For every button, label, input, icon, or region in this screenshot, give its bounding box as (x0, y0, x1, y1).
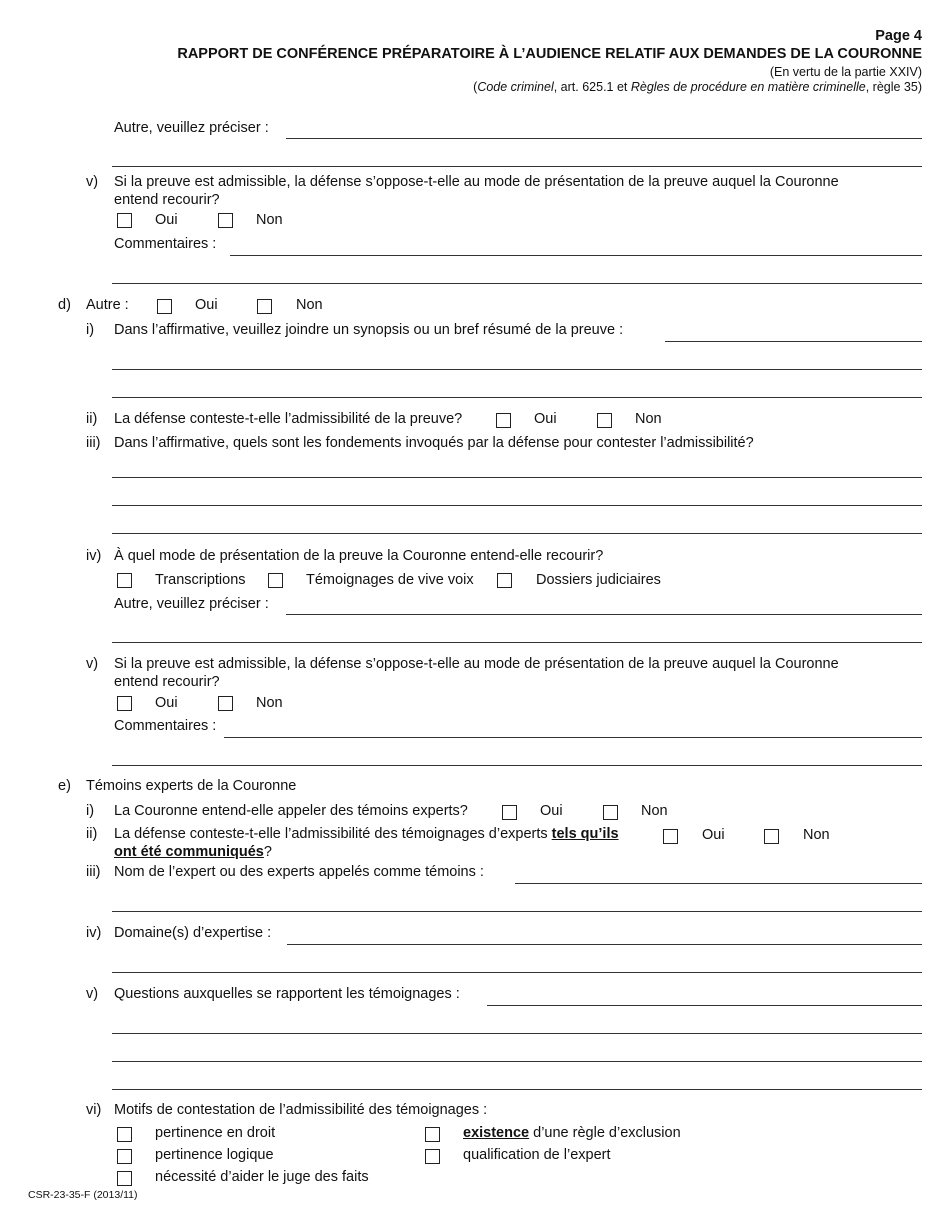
d-iv-transcriptions-checkbox[interactable] (117, 573, 132, 588)
e-v-number: v) (86, 986, 99, 1002)
d-ii-non-checkbox[interactable] (597, 413, 612, 428)
top-autre-input[interactable] (286, 138, 922, 139)
e-iii-question: Nom de l’expert ou des experts appelés comme témoins : (114, 864, 484, 880)
subtitle-mid: , art. 625.1 et (553, 80, 631, 94)
top-v-comments-label: Commentaires : (114, 236, 217, 252)
e-vi-existence-label (463, 1125, 681, 1141)
e-i-number: i) (86, 803, 95, 819)
e-vi-number: vi) (86, 1102, 102, 1118)
d-iv-temoignages-checkbox[interactable] (268, 573, 283, 588)
d-ii-oui-checkbox[interactable] (496, 413, 511, 428)
d-iv-question: À quel mode de présentation de la preuve la Couronne entend-elle recourir? (114, 548, 604, 564)
d-oui-checkbox[interactable] (157, 299, 172, 314)
d-iv-temoignages-label: Témoignages de vive voix (306, 572, 474, 588)
top-v-comments-input[interactable] (230, 255, 922, 256)
e-vi-logique-label: pertinence logique (155, 1147, 274, 1163)
d-iii-input-line3[interactable] (112, 533, 922, 534)
e-vi-necessite-checkbox[interactable] (117, 1171, 132, 1186)
d-iii-input-line1[interactable] (112, 477, 922, 478)
d-i-input[interactable] (665, 341, 922, 342)
form-subtitle-part: (En vertu de la partie XXIV) (769, 65, 922, 79)
d-v-oui-label: Oui (155, 695, 178, 711)
d-iv-autre-input[interactable] (286, 614, 922, 615)
d-iii-input-line2[interactable] (112, 505, 922, 506)
top-v-non-label: Non (256, 212, 283, 228)
form-subtitle-legal (473, 80, 922, 94)
d-non-checkbox[interactable] (257, 299, 272, 314)
d-oui-label: Oui (195, 297, 218, 313)
d-iii-number: iii) (86, 435, 101, 451)
e-ii-text-b: tels qu’ils (551, 826, 619, 842)
d-v-question: Si la preuve est admissible, la défense s’oppose-t-elle au mode de présentation de la preuve auquel la Couronne (114, 656, 839, 672)
d-iv-autre-input-line2[interactable] (112, 642, 922, 643)
e-ii-non-label: Non (803, 827, 830, 843)
top-v-question-cont: entend recourir? (114, 192, 220, 208)
d-iv-number: iv) (86, 548, 102, 564)
e-i-question: La Couronne entend-elle appeler des témoins experts? (114, 803, 468, 819)
e-vi-qualification-label: qualification de l’expert (463, 1147, 611, 1163)
d-i-input-line2[interactable] (112, 369, 922, 370)
d-ii-non-label: Non (635, 411, 662, 427)
d-v-non-checkbox[interactable] (218, 696, 233, 711)
e-ii-oui-checkbox[interactable] (663, 829, 678, 844)
e-vi-droit-checkbox[interactable] (117, 1127, 132, 1142)
e-iv-input-line2[interactable] (112, 972, 922, 973)
e-iv-input[interactable] (287, 944, 922, 945)
d-iv-dossiers-label: Dossiers judiciaires (536, 572, 661, 588)
e-ii-text-c: ont été communiqués (114, 844, 264, 860)
d-iii-question: Dans l’affirmative, quels sont les fondements invoqués par la défense pour contester l’admissibilité? (114, 435, 754, 451)
d-iv-autre-label: Autre, veuillez préciser : (114, 596, 269, 612)
d-i-input-line3[interactable] (112, 397, 922, 398)
e-vi-qualification-checkbox[interactable] (425, 1149, 440, 1164)
section-d-label: Autre : (86, 297, 129, 313)
e-iv-question: Domaine(s) d’expertise : (114, 925, 272, 941)
d-ii-question: La défense conteste-t-elle l’admissibilité de la preuve? (114, 411, 463, 427)
e-iii-number: iii) (86, 864, 101, 880)
d-v-oui-checkbox[interactable] (117, 696, 132, 711)
top-v-comments-input-line2[interactable] (112, 283, 922, 284)
e-vi-droit-label: pertinence en droit (155, 1125, 276, 1141)
e-iii-input[interactable] (515, 883, 922, 884)
d-v-question-cont: entend recourir? (114, 674, 220, 690)
top-autre-input-line2[interactable] (112, 166, 922, 167)
e-vi-existence-checkbox[interactable] (425, 1127, 440, 1142)
d-v-comments-input-line2[interactable] (112, 765, 922, 766)
e-i-oui-checkbox[interactable] (502, 805, 517, 820)
form-code-footer: CSR-23-35-F (2013/11) (28, 1189, 138, 1201)
e-iv-number: iv) (86, 925, 102, 941)
e-ii-oui-label: Oui (702, 827, 725, 843)
top-v-number: v) (86, 174, 99, 190)
e-v-input-line4[interactable] (112, 1089, 922, 1090)
subtitle-code: Code criminel (477, 80, 554, 94)
e-vi-existence-rest: d’une règle d’exclusion (529, 1125, 681, 1141)
e-vi-necessite-label: nécessité d’aider le juge des faits (155, 1169, 369, 1185)
subtitle-open: ( (473, 80, 478, 94)
e-v-input[interactable] (487, 1005, 922, 1006)
d-v-comments-input[interactable] (224, 737, 922, 738)
section-e-label: Témoins experts de la Couronne (86, 778, 297, 794)
top-v-oui-label: Oui (155, 212, 178, 228)
e-v-input-line3[interactable] (112, 1061, 922, 1062)
e-iii-input-line2[interactable] (112, 911, 922, 912)
d-iv-transcriptions-label: Transcriptions (155, 572, 246, 588)
d-ii-oui-label: Oui (534, 411, 557, 427)
section-d-letter: d) (58, 297, 71, 313)
e-v-input-line2[interactable] (112, 1033, 922, 1034)
top-v-non-checkbox[interactable] (218, 213, 233, 228)
d-iv-dossiers-checkbox[interactable] (497, 573, 512, 588)
d-ii-number: ii) (86, 411, 98, 427)
e-i-oui-label: Oui (540, 803, 563, 819)
e-i-non-label: Non (641, 803, 668, 819)
d-i-question: Dans l’affirmative, veuillez joindre un synopsis ou un bref résumé de la preuve : (114, 322, 624, 338)
top-v-question: Si la preuve est admissible, la défense s’oppose-t-elle au mode de présentation de la preuve auquel la Couronne (114, 174, 839, 190)
e-i-non-checkbox[interactable] (603, 805, 618, 820)
e-vi-logique-checkbox[interactable] (117, 1149, 132, 1164)
e-ii-question (114, 826, 619, 842)
d-i-number: i) (86, 322, 95, 338)
e-ii-number: ii) (86, 826, 98, 842)
top-autre-label: Autre, veuillez préciser : (114, 120, 269, 136)
subtitle-rules: Règles de procédure en matière criminelle (630, 80, 866, 94)
d-v-number: v) (86, 656, 99, 672)
e-ii-text-a: La défense conteste-t-elle l’admissibilité des témoignages d’experts (114, 826, 552, 842)
top-v-oui-checkbox[interactable] (117, 213, 132, 228)
e-v-question: Questions auxquelles se rapportent les témoignages : (114, 986, 460, 1002)
d-v-non-label: Non (256, 695, 283, 711)
e-vi-question: Motifs de contestation de l’admissibilité des témoignages : (114, 1102, 488, 1118)
e-vi-existence-bold: existence (463, 1125, 530, 1141)
section-e-letter: e) (58, 778, 71, 794)
subtitle-end: , règle 35) (865, 80, 922, 94)
page-number: Page 4 (875, 28, 922, 44)
d-non-label: Non (296, 297, 323, 313)
e-ii-non-checkbox[interactable] (764, 829, 779, 844)
e-ii-text-d: ? (263, 844, 272, 860)
form-title: RAPPORT DE CONFÉRENCE PRÉPARATOIRE À L’AUDIENCE RELATIF AUX DEMANDES DE LA COURONNE (177, 46, 922, 62)
d-v-comments-label: Commentaires : (114, 718, 217, 734)
e-ii-question-cont (114, 844, 272, 860)
